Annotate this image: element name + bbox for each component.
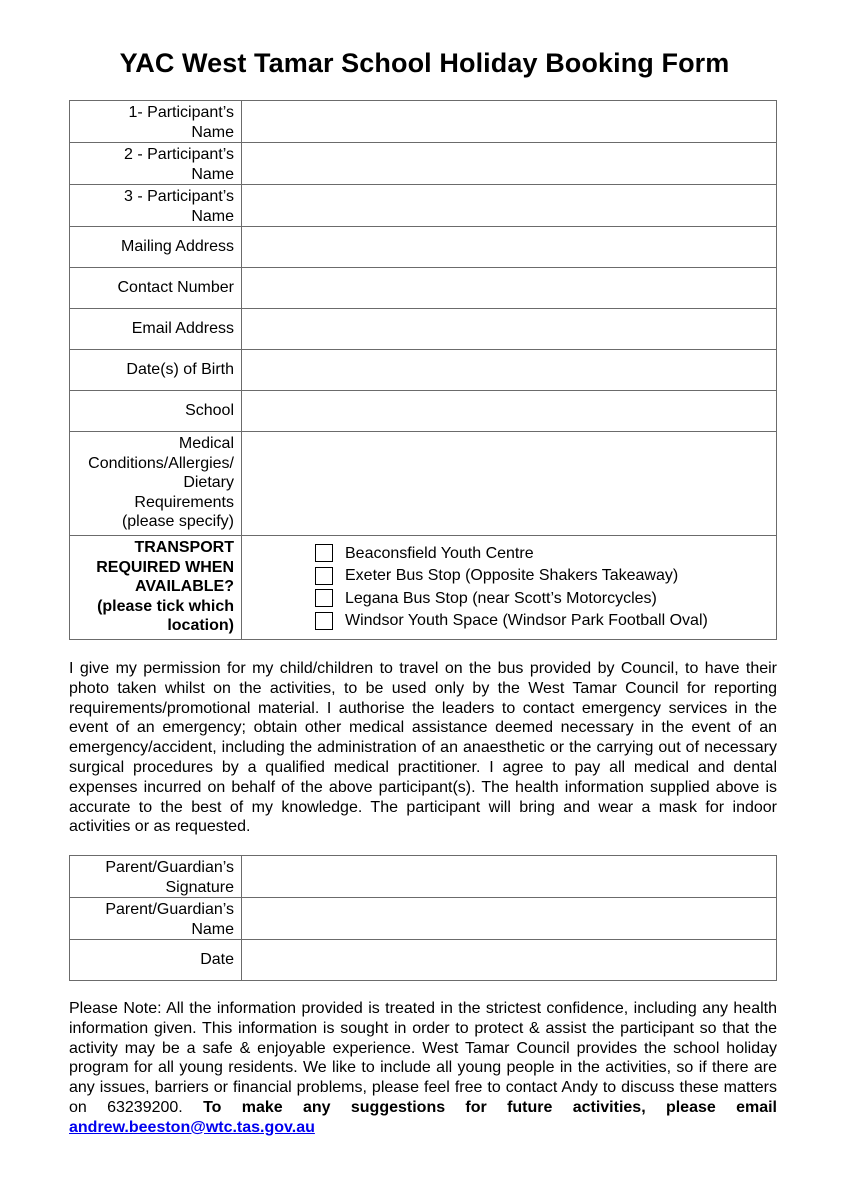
permission-paragraph: I give my permission for my child/children to travel on the bus provided by Council, to have their photo taken whilst on the activities, to be used only by the West Tamar Council for reporting requirements/promotional material. I authorise the leaders to contact emergency services in the event of an emergency; obtain other medical assistance deemed necessary in the event of an emergency/accident, including the administration of an anaesthetic or the carrying out of necessary surgical procedures by a qualified medical practitioner. I agree to pay all medical and dental expenses incurred on behalf of the above participant(s). The health information supplied above is accurate to the best of my knowledge. The participant will bring and wear a mask for indoor activities or as requested.: [69, 660, 777, 836]
guardian-signature-label: Parent/Guardian’s Signature: [70, 856, 242, 898]
checkbox[interactable]: [315, 567, 333, 585]
table-row: [70, 309, 777, 350]
participant-3-name-field[interactable]: [242, 185, 777, 227]
participant-1-name-label: 1- Participant’s Name: [70, 101, 242, 143]
checkbox[interactable]: [315, 612, 333, 630]
table-row: [70, 350, 777, 391]
form-title: YAC West Tamar School Holiday Booking Form: [119, 48, 730, 78]
guardian-signature-field[interactable]: [242, 856, 777, 898]
transport-option-windsor[interactable]: [315, 610, 776, 633]
table-row: [70, 227, 777, 268]
contact-number-label: Contact Number: [70, 268, 242, 309]
date-field[interactable]: [242, 940, 777, 981]
table-row: [70, 898, 777, 940]
transport-option-beaconsfield[interactable]: [315, 542, 776, 565]
date-of-birth-field[interactable]: [242, 350, 777, 391]
table-row: [70, 432, 777, 536]
transport-option-exeter[interactable]: [315, 565, 776, 588]
guardian-name-label: Parent/Guardian’s Name: [70, 898, 242, 940]
participant-2-name-field[interactable]: [242, 143, 777, 185]
participant-1-name-field[interactable]: [242, 101, 777, 143]
participant-table: [69, 100, 777, 640]
option-label: Legana Bus Stop (near Scott’s Motorcycles): [345, 589, 657, 607]
participant-3-name-label: 3 - Participant’s Name: [70, 185, 242, 227]
mailing-address-label: Mailing Address: [70, 227, 242, 268]
date-label: Date: [70, 940, 242, 981]
mailing-address-field[interactable]: [242, 227, 777, 268]
participant-2-name-label: 2 - Participant’s Name: [70, 143, 242, 185]
option-label: Beaconsfield Youth Centre: [345, 544, 534, 562]
note-text: Please Note: All the information provided is treated in the strictest confidence, including any health information given. This information is sought in order to protect & assist the participant so that the activity may be a safe & enjoyable experience. West Tamar Council provides the school holiday program for all young residents. We like to include all young people in the activities, so if there are any issues, barriers or financial problems, please feel free to contact Andy to discuss these matters on 63239200.: [69, 1000, 777, 1116]
table-row: [70, 101, 777, 143]
school-field[interactable]: [242, 391, 777, 432]
transport-label: TRANSPORT REQUIRED WHEN AVAILABLE? (please tick which location): [70, 536, 242, 640]
table-row: [70, 268, 777, 309]
contact-number-field[interactable]: [242, 268, 777, 309]
table-row: [70, 391, 777, 432]
suggestions-text: To make any suggestions for future activities, please email: [203, 1098, 778, 1116]
medical-label: Medical Conditions/Allergies/ Dietary Requirements (please specify): [70, 432, 242, 536]
table-row: [70, 536, 777, 640]
table-row: [70, 185, 777, 227]
checkbox[interactable]: [315, 544, 333, 562]
email-address-field[interactable]: [242, 309, 777, 350]
checkbox[interactable]: [315, 589, 333, 607]
guardian-name-field[interactable]: [242, 898, 777, 940]
email-address-label: Email Address: [70, 309, 242, 350]
note-paragraph: [69, 999, 777, 1138]
table-row: [70, 143, 777, 185]
table-row: [70, 856, 777, 898]
date-of-birth-label: Date(s) of Birth: [70, 350, 242, 391]
school-label: School: [70, 391, 242, 432]
transport-option-legana[interactable]: [315, 587, 776, 610]
contact-email-link[interactable]: andrew.beeston@wtc.tas.gov.au: [69, 1118, 315, 1136]
guardian-table: [69, 855, 777, 981]
medical-field[interactable]: [242, 432, 777, 536]
option-label: Windsor Youth Space (Windsor Park Football Oval): [345, 612, 708, 629]
table-row: [70, 940, 777, 981]
transport-options: [242, 536, 777, 640]
option-label: Exeter Bus Stop (Opposite Shakers Takeaway): [345, 567, 679, 584]
